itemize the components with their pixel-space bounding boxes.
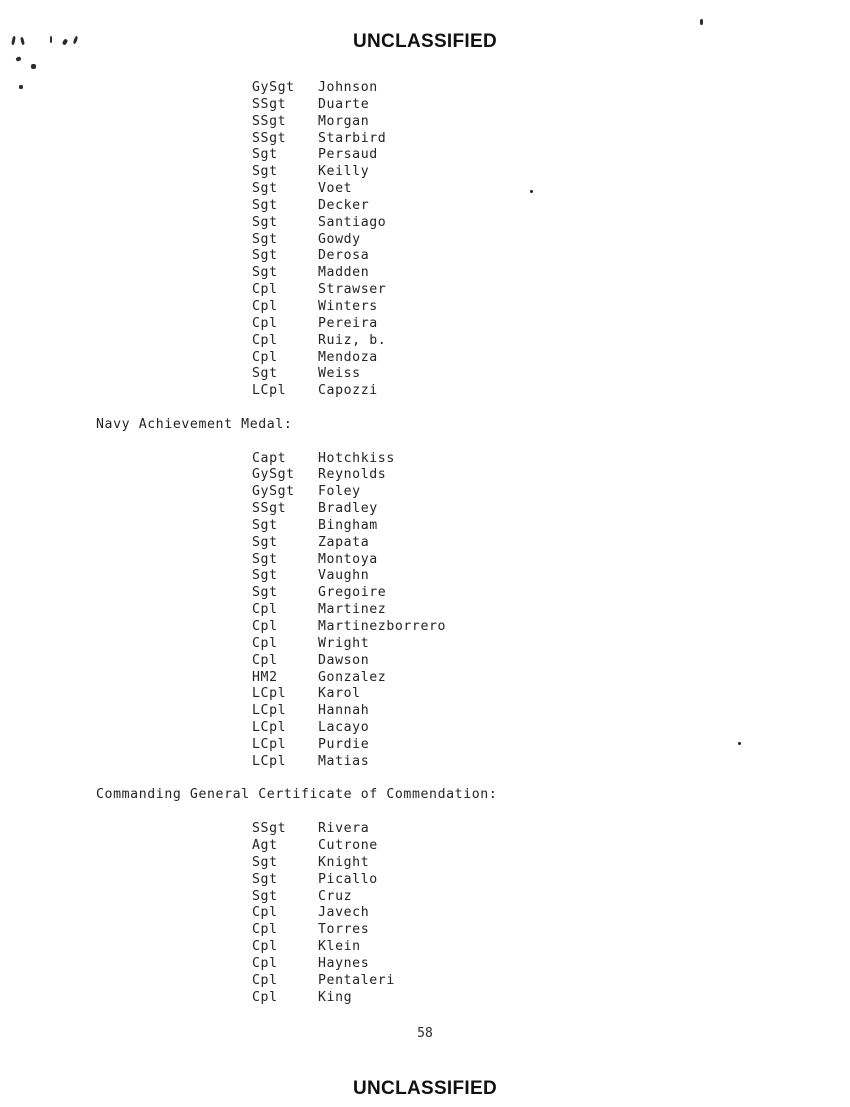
recipient-rank: Cpl [252,349,278,365]
recipient-name: Klein [318,939,361,955]
award-recipient-row [252,821,850,838]
recipient-rank: Cpl [252,315,278,331]
recipient-name: Hannah [318,703,370,719]
blank-line [0,434,850,451]
award-recipient-row [252,181,850,198]
recipient-rank: Cpl [252,922,278,938]
recipient-rank: SSgt [252,501,287,517]
recipient-name: Matias [318,753,370,769]
recipient-rank: SSgt [252,130,287,146]
recipient-rank: Cpl [252,602,278,618]
award-recipient-row [252,97,850,114]
award-recipient-row [252,956,850,973]
recipient-name: Voet [318,181,353,197]
recipient-name: Rivera [318,821,370,837]
award-recipient-row [252,198,850,215]
recipient-rank: Sgt [252,147,278,163]
award-recipient-row [252,147,850,164]
recipient-rank: LCpl [252,383,287,399]
award-recipient-row [252,754,850,771]
scan-speckle [700,19,703,25]
award-recipient-row [252,872,850,889]
recipient-rank: Sgt [252,231,278,247]
recipient-rank: Cpl [252,955,278,971]
award-recipient-row [252,922,850,939]
recipient-rank: Sgt [252,181,278,197]
award-recipient-row [252,552,850,569]
recipient-name: Morgan [318,113,370,129]
award-recipient-row [252,889,850,906]
recipient-name: Gonzalez [318,669,387,685]
recipient-name: Mendoza [318,349,378,365]
section-title-commanding-general-certificate-of-commendation: Commanding General Certificate of Commendation: [96,787,498,803]
recipient-rank: Sgt [252,568,278,584]
award-recipient-row [252,535,850,552]
recipient-rank: Cpl [252,619,278,634]
recipient-name: Purdie [318,736,370,752]
award-recipient-row [252,855,850,872]
recipient-name: Keilly [318,164,370,180]
recipient-rank: Capt [252,450,287,466]
recipient-rank: Sgt [252,517,278,533]
award-recipient-row [252,467,850,484]
recipient-rank: Cpl [252,332,278,348]
recipient-rank: Agt [252,837,278,853]
recipient-rank: Sgt [252,888,278,904]
award-recipient-row [252,838,850,855]
recipient-name: Duarte [318,96,370,112]
blank-line [0,804,850,821]
recipient-name: Bradley [318,501,378,517]
recipient-rank: LCpl [252,753,287,769]
award-recipient-row [252,282,850,299]
recipient-rank: Sgt [252,871,278,887]
award-recipient-row [252,585,850,602]
recipient-rank: HM2 [252,669,278,685]
award-recipient-row [252,484,850,501]
award-recipient-row [252,333,850,350]
recipient-name: King [318,989,353,1005]
recipient-rank: SSgt [252,113,287,129]
award-recipient-row [252,636,850,653]
recipient-rank: LCpl [252,720,287,736]
recipient-name: Derosa [318,248,370,264]
recipient-rank: Sgt [252,197,278,213]
recipient-name: Cutrone [318,837,378,853]
recipient-rank: Sgt [252,585,278,601]
award-recipient-row [252,720,850,737]
recipient-rank: LCpl [252,703,287,719]
recipient-rank: Sgt [252,214,278,230]
recipient-rank: LCpl [252,686,287,702]
recipient-rank: GySgt [252,484,295,500]
award-recipient-row [252,80,850,97]
recipient-name: Haynes [318,955,370,971]
award-recipient-row [252,518,850,535]
section-title-navy-achievement-medal: Navy Achievement Medal: [96,416,293,432]
recipient-name: Santiago [318,214,387,230]
recipient-rank: Sgt [252,854,278,870]
recipient-name: Persaud [318,147,378,163]
award-recipient-row [252,737,850,754]
recipient-name: Hotchkiss [318,450,395,466]
award-recipient-row [252,501,850,518]
recipient-rank: SSgt [252,96,287,112]
award-recipient-row [252,232,850,249]
recipient-name: Cruz [318,888,353,904]
award-recipient-row [252,703,850,720]
award-recipient-row [252,451,850,468]
award-recipient-row [252,973,850,990]
award-recipient-row [252,653,850,670]
recipient-rank: SSgt [252,821,287,837]
blank-line [0,771,850,788]
recipient-name: Dawson [318,652,370,668]
recipient-name: Decker [318,197,370,213]
recipient-rank: Cpl [252,905,278,921]
recipient-name: Zapata [318,534,370,550]
recipient-rank: Sgt [252,366,278,382]
recipient-name: Torres [318,922,370,938]
recipient-rank: Sgt [252,164,278,180]
recipient-rank: GySgt [252,467,295,483]
recipient-rank: Cpl [252,989,278,1005]
award-recipient-row [252,905,850,922]
award-recipient-row [252,164,850,181]
award-recipient-row [252,568,850,585]
award-recipient-row [252,131,850,148]
recipient-name: Bingham [318,517,378,533]
recipient-rank: Sgt [252,534,278,550]
award-recipient-row [252,686,850,703]
recipient-name: Wright [318,635,370,651]
award-recipient-row [252,383,850,400]
recipient-name: Capozzi [318,383,378,399]
award-recipient-row [252,350,850,367]
recipient-rank: LCpl [252,736,287,752]
recipient-name: Pentaleri [318,972,395,988]
recipient-rank: Cpl [252,652,278,668]
recipient-name: Martinez [318,602,387,618]
recipient-name: Reynolds [318,467,387,483]
blank-line [0,400,850,417]
document-body [0,80,850,1006]
recipient-name: Vaughn [318,568,370,584]
recipient-rank: Cpl [252,939,278,955]
recipient-rank: Cpl [252,635,278,651]
page-number: 58 [417,1026,433,1041]
recipient-name: Picallo [318,871,378,887]
award-recipient-row [252,215,850,232]
recipient-name: Karol [318,686,361,702]
recipient-name: Lacayo [318,720,370,736]
award-recipient-row [252,602,850,619]
recipient-name: Montoya [318,551,378,567]
award-recipient-row [252,990,850,1007]
footer-classification: UNCLASSIFIED [353,1078,497,1099]
header-classification: UNCLASSIFIED [353,31,497,52]
award-recipient-row [252,265,850,282]
recipient-rank: Sgt [252,248,278,264]
recipient-name: Gregoire [318,585,387,601]
recipient-rank: Sgt [252,551,278,567]
recipient-name: Strawser [318,282,387,298]
recipient-rank: Sgt [252,265,278,281]
award-recipient-row [252,366,850,383]
recipient-rank: Cpl [252,298,278,314]
recipient-name: Foley [318,484,361,500]
scan-speckle [15,56,21,62]
recipient-rank: Cpl [252,282,278,298]
award-recipient-row [252,670,850,687]
recipient-name: Gowdy [318,231,361,247]
recipient-name: Winters [318,298,378,314]
recipient-name: Starbird [318,130,387,146]
recipient-rank: GySgt [252,80,295,95]
recipient-name: Knight [318,854,370,870]
recipient-name: Pereira [318,315,378,331]
recipient-name: Javech [318,905,370,921]
scan-speckle [31,64,36,69]
award-recipient-row [252,939,850,956]
recipient-name: Johnson [318,80,378,95]
award-recipient-row [252,619,850,636]
recipient-name: Ruiz, b. [318,332,387,348]
award-recipient-row [252,316,850,333]
recipient-rank: Cpl [252,972,278,988]
award-recipient-row [252,114,850,131]
recipient-name: Martinezborrero [318,619,447,634]
award-recipient-row [252,248,850,265]
recipient-name: Weiss [318,366,361,382]
recipient-name: Madden [318,265,370,281]
award-recipient-row [252,299,850,316]
